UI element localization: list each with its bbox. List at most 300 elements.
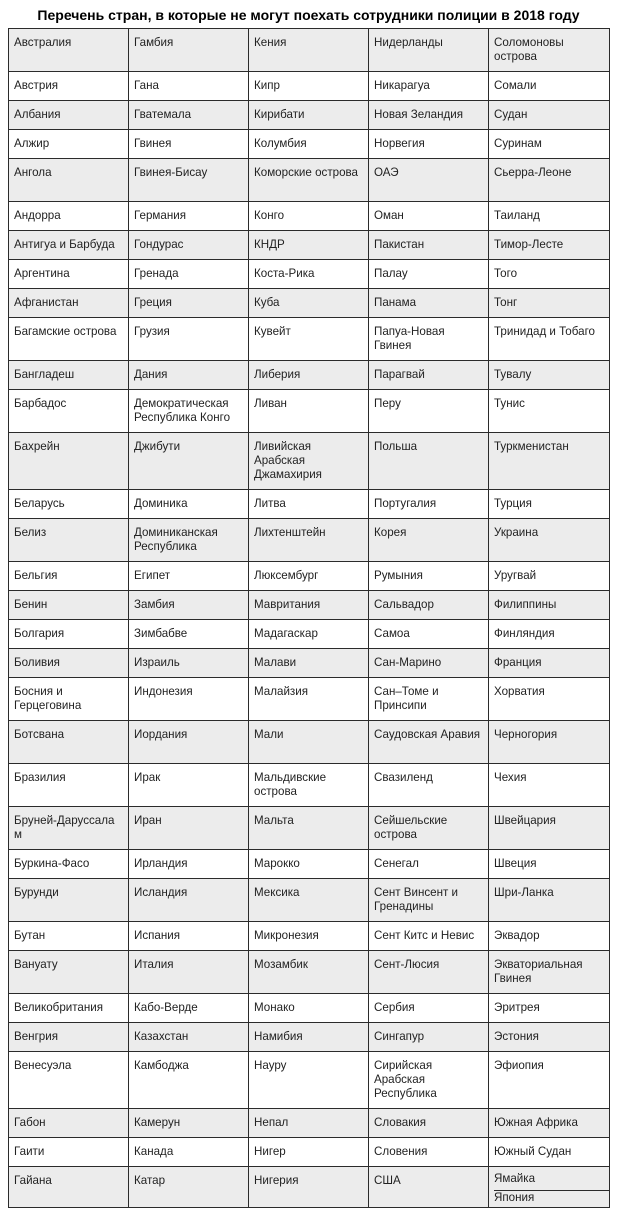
- country-name: Кипр: [254, 79, 280, 92]
- table-cell: [129, 260, 249, 289]
- country-name: Канада: [134, 1145, 174, 1158]
- table-cell: [489, 490, 610, 519]
- table-cell: [129, 390, 249, 433]
- country-name: Марокко: [254, 857, 300, 870]
- table-cell: [369, 591, 489, 620]
- country-name: Ирландия: [134, 857, 188, 870]
- country-name: Филиппины: [494, 598, 557, 611]
- country-name: Джибути: [134, 440, 181, 453]
- country-name: Кувейт: [254, 325, 291, 338]
- country-name: Пакистан: [374, 238, 425, 251]
- table-cell: [9, 490, 129, 519]
- table-cell: [129, 951, 249, 994]
- country-name: Сомали: [494, 79, 537, 92]
- table-cell: [369, 678, 489, 721]
- country-name: Финляндия: [494, 627, 555, 640]
- table-cell: [369, 1052, 489, 1109]
- table-cell: [9, 29, 129, 72]
- table-cell: [489, 260, 610, 289]
- table-row: [9, 562, 610, 591]
- country-name: Румыния: [374, 569, 423, 582]
- country-name: Босния и Герцеговина: [14, 685, 82, 712]
- country-name: Кирибати: [254, 108, 305, 121]
- country-name: Перу: [374, 397, 401, 410]
- country-name: Коста-Рика: [254, 267, 315, 280]
- table-cell: [249, 922, 369, 951]
- table-cell: [9, 260, 129, 289]
- table-cell: [9, 231, 129, 260]
- country-name: Таиланд: [494, 209, 540, 222]
- table-cell: [249, 994, 369, 1023]
- country-name: Сан-Марино: [374, 656, 442, 669]
- table-cell: [249, 1167, 369, 1208]
- country-name: Гондурас: [134, 238, 184, 251]
- country-name: Гвинея-Бисау: [134, 166, 208, 179]
- table-cell: [489, 231, 610, 260]
- table-row: [9, 721, 610, 764]
- country-name: Мексика: [254, 886, 300, 899]
- table-row: [9, 231, 610, 260]
- country-name: Бурунди: [14, 886, 59, 899]
- table-cell: [129, 231, 249, 260]
- table-cell: [9, 879, 129, 922]
- table-cell: [9, 1138, 129, 1167]
- table-cell: [9, 390, 129, 433]
- table-cell: [129, 764, 249, 807]
- country-name: Сан–Томе и Принсипи: [374, 685, 439, 712]
- country-name: Казахстан: [134, 1030, 189, 1043]
- table-cell: [249, 289, 369, 318]
- table-cell: [9, 922, 129, 951]
- table-cell: [249, 490, 369, 519]
- table-cell: [249, 678, 369, 721]
- table-cell: [369, 361, 489, 390]
- table-row: [9, 519, 610, 562]
- table-cell: [9, 318, 129, 361]
- country-name: Эквадор: [494, 929, 540, 942]
- country-name: Габон: [14, 1116, 46, 1129]
- table-row: [9, 1138, 610, 1167]
- table-cell: [489, 361, 610, 390]
- table-cell: [129, 807, 249, 850]
- country-name: Литва: [254, 497, 286, 510]
- country-name: Южная Африка: [494, 1116, 578, 1129]
- table-cell: [9, 807, 129, 850]
- country-name: Эритрея: [494, 1001, 540, 1014]
- table-cell: [369, 764, 489, 807]
- country-name: Иран: [134, 814, 162, 827]
- table-cell: [129, 1167, 249, 1208]
- country-name: Корея: [374, 526, 407, 539]
- country-name: Швеция: [494, 857, 537, 870]
- table-cell: [369, 29, 489, 72]
- country-name: Камбоджа: [134, 1059, 189, 1072]
- country-name: Доминиканская Республика: [134, 526, 218, 553]
- country-name: Исландия: [134, 886, 188, 899]
- country-name: ОАЭ: [374, 166, 399, 179]
- table-cell: [249, 1023, 369, 1052]
- table-row: [9, 390, 610, 433]
- table-cell: [369, 994, 489, 1023]
- table-cell: [129, 649, 249, 678]
- country-name: Гана: [134, 79, 159, 92]
- table-cell: [369, 231, 489, 260]
- country-name: Панама: [374, 296, 417, 309]
- country-name: Португалия: [374, 497, 437, 510]
- country-name: Белиз: [14, 526, 47, 539]
- country-name: Зимбабве: [134, 627, 188, 640]
- country-name: Польша: [374, 440, 418, 453]
- country-name: Эстония: [494, 1030, 539, 1043]
- table-cell: [9, 361, 129, 390]
- table-cell: [129, 72, 249, 101]
- table-cell: [489, 922, 610, 951]
- table-cell: [129, 159, 249, 202]
- country-name: США: [374, 1174, 401, 1187]
- country-name: Камерун: [134, 1116, 181, 1129]
- table-cell: [249, 951, 369, 994]
- country-name: Сингапур: [374, 1030, 425, 1043]
- country-name: Франция: [494, 656, 542, 669]
- table-cell: [249, 260, 369, 289]
- table-cell: [129, 994, 249, 1023]
- country-name: Черногория: [494, 728, 558, 741]
- country-name: Словакия: [374, 1116, 427, 1129]
- table-cell: [129, 850, 249, 879]
- table-cell: [249, 318, 369, 361]
- table-row: [9, 433, 610, 490]
- table-cell: [129, 130, 249, 159]
- country-name: Катар: [134, 1174, 166, 1187]
- table-cell: [9, 562, 129, 591]
- table-cell: [129, 318, 249, 361]
- table-cell: [9, 1167, 129, 1208]
- country-name: Италия: [134, 958, 174, 971]
- country-name: Либерия: [254, 368, 301, 381]
- table-cell: [369, 951, 489, 994]
- country-name: Доминика: [134, 497, 188, 510]
- table-row: [9, 202, 610, 231]
- country-name: Боливия: [14, 656, 60, 669]
- country-name: Науру: [254, 1059, 287, 1072]
- country-name: Самоа: [374, 627, 410, 640]
- table-cell: [129, 678, 249, 721]
- country-name: Туркменистан: [494, 440, 569, 453]
- table-cell: [489, 678, 610, 721]
- table-cell: [369, 649, 489, 678]
- country-name: КНДР: [254, 238, 285, 251]
- country-name: Мальта: [254, 814, 294, 827]
- table-cell: [489, 318, 610, 361]
- country-name: Аргентина: [14, 267, 70, 280]
- table-cell: [369, 72, 489, 101]
- country-name: Великобритания: [14, 1001, 104, 1014]
- table-cell: [249, 519, 369, 562]
- table-cell: [9, 850, 129, 879]
- table-cell: [249, 764, 369, 807]
- country-name: Мавритания: [254, 598, 321, 611]
- country-name: Ямайка: [494, 1172, 536, 1185]
- country-name: Индонезия: [134, 685, 193, 698]
- country-name: Ботсвана: [14, 728, 65, 741]
- countries-table: [8, 28, 610, 1208]
- country-name: Судан: [494, 108, 528, 121]
- country-name: Сенегал: [374, 857, 419, 870]
- table-cell: [489, 1109, 610, 1138]
- country-name: Норвегия: [374, 137, 425, 150]
- country-name: Микронезия: [254, 929, 319, 942]
- country-name: Сербия: [374, 1001, 415, 1014]
- table-cell: [249, 101, 369, 130]
- table-row: [9, 72, 610, 101]
- table-cell: [489, 879, 610, 922]
- table-cell: [489, 1167, 610, 1208]
- country-name: Колумбия: [254, 137, 307, 150]
- table-cell: [489, 130, 610, 159]
- country-name: Алжир: [14, 137, 50, 150]
- country-name: Ливийская Арабская Джамахирия: [254, 440, 322, 481]
- table-cell: [489, 994, 610, 1023]
- country-name: Германия: [134, 209, 186, 222]
- table-cell: [369, 202, 489, 231]
- table-cell: [9, 130, 129, 159]
- table-row: [9, 101, 610, 130]
- table-row: [9, 289, 610, 318]
- country-name: Лихтенштейн: [254, 526, 326, 539]
- table-cell: [489, 433, 610, 490]
- country-name: Гвинея: [134, 137, 172, 150]
- table-row: [9, 29, 610, 72]
- country-name: Ангола: [14, 166, 52, 179]
- table-row: [9, 678, 610, 721]
- country-name: Хорватия: [494, 685, 545, 698]
- country-name: Гамбия: [134, 36, 174, 49]
- table-cell: [249, 562, 369, 591]
- table-row: [9, 1109, 610, 1138]
- table-cell: [129, 519, 249, 562]
- table-cell: [369, 879, 489, 922]
- country-name: Палау: [374, 267, 408, 280]
- country-name: Нигерия: [254, 1174, 299, 1187]
- table-cell: [249, 721, 369, 764]
- table-cell: [9, 202, 129, 231]
- table-cell: [489, 850, 610, 879]
- country-name: Эфиопия: [494, 1059, 544, 1072]
- table-cell: [369, 519, 489, 562]
- country-name: Албания: [14, 108, 61, 121]
- table-cell: [129, 721, 249, 764]
- table-row: [9, 649, 610, 678]
- country-name: Вануату: [14, 958, 58, 971]
- table-cell: [129, 490, 249, 519]
- country-name: Швейцария: [494, 814, 556, 827]
- table-cell: [489, 29, 610, 72]
- table-cell: [249, 433, 369, 490]
- table-cell: [129, 1109, 249, 1138]
- table-cell: [129, 620, 249, 649]
- country-name: Иордания: [134, 728, 188, 741]
- country-name: Венесуэла: [14, 1059, 72, 1072]
- table-cell: [489, 562, 610, 591]
- table-row: [9, 807, 610, 850]
- table-cell: [369, 289, 489, 318]
- table-row: [9, 591, 610, 620]
- country-name: Тонг: [494, 296, 518, 309]
- table-cell: [9, 1052, 129, 1109]
- country-name: Австралия: [14, 36, 72, 49]
- country-name: Непал: [254, 1116, 289, 1129]
- country-name: Бельгия: [14, 569, 58, 582]
- country-name: Сирийская Арабская Республика: [374, 1059, 437, 1100]
- country-name: Сальвадор: [374, 598, 434, 611]
- country-name: Ливан: [254, 397, 287, 410]
- country-name: Шри-Ланка: [494, 886, 554, 899]
- country-name: Бразилия: [14, 771, 66, 784]
- country-name: Тимор-Лесте: [494, 238, 564, 251]
- country-name: Афганистан: [14, 296, 79, 309]
- country-name: Никарагуа: [374, 79, 430, 92]
- country-name: Сент Винсент и Гренадины: [374, 886, 459, 913]
- country-name: Беларусь: [14, 497, 65, 510]
- country-name: Япония: [494, 1190, 609, 1205]
- country-name: Тринидад и Тобаго: [494, 325, 595, 338]
- table-cell: [369, 260, 489, 289]
- table-row: [9, 490, 610, 519]
- country-name: Гаити: [14, 1145, 45, 1158]
- table-row: [9, 361, 610, 390]
- table-cell: [9, 764, 129, 807]
- country-name: Бангладеш: [14, 368, 75, 381]
- table-row: [9, 620, 610, 649]
- table-cell: [249, 807, 369, 850]
- country-name: Испания: [134, 929, 181, 942]
- country-name: Бруней-Даруссала м: [14, 814, 115, 841]
- table-cell: [369, 101, 489, 130]
- country-name: Свазиленд: [374, 771, 433, 784]
- country-name: Куба: [254, 296, 280, 309]
- table-cell: [489, 721, 610, 764]
- page-title: Перечень стран, в которые не могут поехать сотрудники полиции в 2018 году: [37, 7, 580, 23]
- table-cell: [129, 1023, 249, 1052]
- table-cell: [249, 72, 369, 101]
- table-cell: [369, 807, 489, 850]
- country-name: Люксембург: [254, 569, 319, 582]
- table-cell: [9, 289, 129, 318]
- country-name: Бутан: [14, 929, 46, 942]
- country-name: Монако: [254, 1001, 295, 1014]
- table-row: [9, 764, 610, 807]
- country-name: Буркина-Фасо: [14, 857, 90, 870]
- table-cell: [369, 1109, 489, 1138]
- country-name: Сент-Люсия: [374, 958, 440, 971]
- table-cell: [369, 130, 489, 159]
- country-name: Экваториальная Гвинея: [494, 958, 583, 985]
- table-row: [9, 130, 610, 159]
- table-cell: [489, 764, 610, 807]
- country-name: Южный Судан: [494, 1145, 572, 1158]
- table-cell: [249, 159, 369, 202]
- country-name: Мадагаскар: [254, 627, 318, 640]
- table-cell: [489, 1138, 610, 1167]
- table-cell: [489, 390, 610, 433]
- table-cell: [129, 1052, 249, 1109]
- table-row: [9, 850, 610, 879]
- table-cell: [9, 159, 129, 202]
- table-cell: [249, 649, 369, 678]
- table-row: [9, 318, 610, 361]
- table-cell: [9, 519, 129, 562]
- table-cell: [9, 101, 129, 130]
- table-cell: [249, 361, 369, 390]
- table-cell: [129, 922, 249, 951]
- table-cell: [9, 620, 129, 649]
- country-name: Кения: [254, 36, 287, 49]
- table-cell: [249, 1052, 369, 1109]
- table-cell: [129, 202, 249, 231]
- table-cell: [369, 390, 489, 433]
- table-cell: [9, 951, 129, 994]
- table-cell: [249, 591, 369, 620]
- country-name: Бенин: [14, 598, 48, 611]
- table-cell: [9, 1109, 129, 1138]
- country-name: Тувалу: [494, 368, 532, 381]
- country-name: Бахрейн: [14, 440, 60, 453]
- table-cell: [369, 159, 489, 202]
- country-name: Кабо-Верде: [134, 1001, 198, 1014]
- country-name: Барбадос: [14, 397, 67, 410]
- table-cell: [129, 591, 249, 620]
- table-cell: [489, 72, 610, 101]
- country-name: Израиль: [134, 656, 180, 669]
- country-name: Гренада: [134, 267, 179, 280]
- table-cell: [9, 678, 129, 721]
- table-cell: [489, 202, 610, 231]
- country-name: Венгрия: [14, 1030, 59, 1043]
- table-cell: [129, 289, 249, 318]
- table-cell: [249, 620, 369, 649]
- table-cell: [489, 620, 610, 649]
- table-cell: [9, 649, 129, 678]
- country-name: Украина: [494, 526, 539, 539]
- table-cell: [129, 879, 249, 922]
- table-row: [9, 1167, 610, 1208]
- country-name: Намибия: [254, 1030, 303, 1043]
- country-name: Оман: [374, 209, 404, 222]
- country-name: Коморские острова: [254, 166, 359, 179]
- country-name: Мали: [254, 728, 284, 741]
- country-name: Конго: [254, 209, 285, 222]
- table-row: [9, 260, 610, 289]
- table-cell: [489, 591, 610, 620]
- table-cell: [489, 649, 610, 678]
- country-name: Турция: [494, 497, 532, 510]
- table-cell: [129, 361, 249, 390]
- table-cell: [369, 922, 489, 951]
- country-name: Грузия: [134, 325, 170, 338]
- table-cell: [9, 1023, 129, 1052]
- table-cell: [249, 850, 369, 879]
- country-name: Сьерра-Леоне: [494, 166, 572, 179]
- country-name: Ирак: [134, 771, 161, 784]
- country-name: Нидерланды: [374, 36, 443, 49]
- table-cell: [369, 620, 489, 649]
- country-name: Андорра: [14, 209, 61, 222]
- table-cell: [369, 1138, 489, 1167]
- country-name: Уругвай: [494, 569, 537, 582]
- country-name: Дания: [134, 368, 168, 381]
- table-cell: [129, 562, 249, 591]
- table-cell: [129, 101, 249, 130]
